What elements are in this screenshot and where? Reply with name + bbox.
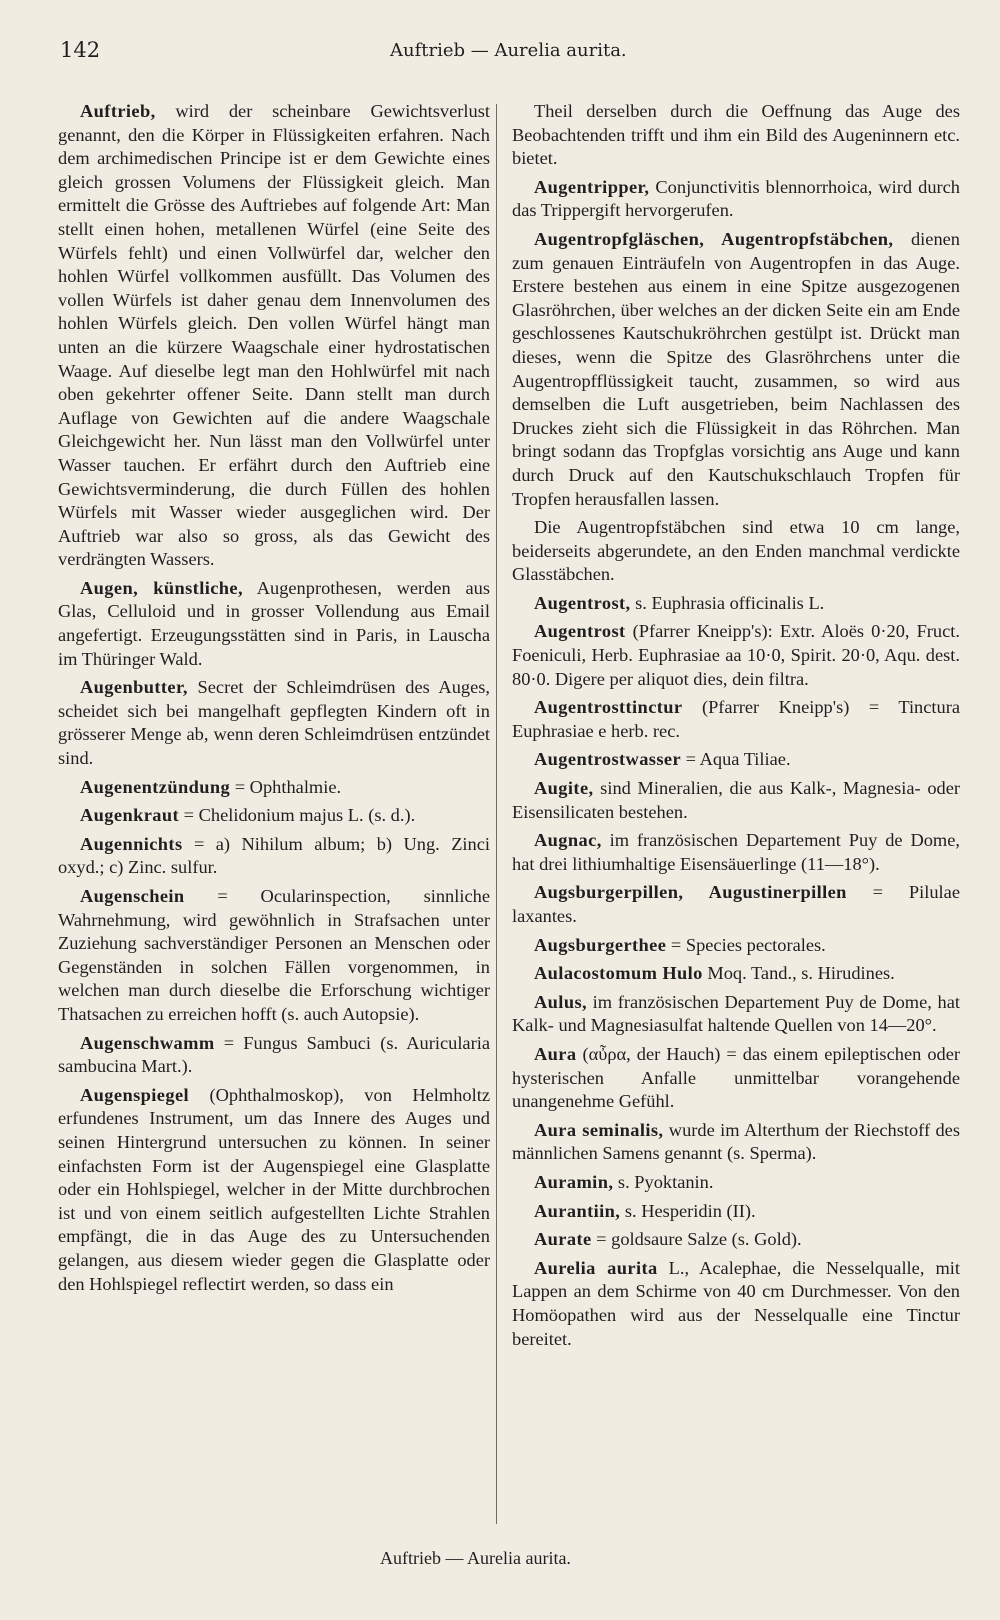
entry-text: L., Acalephae, die Nesselqualle, mit Lappen an dem Schirme von 40 cm Durchmesser. Von den Homöopathen wird aus der Nesselqualle eine Tinctur bereitet. bbox=[512, 1257, 960, 1349]
entry-headword: Aurelia aurita bbox=[534, 1257, 658, 1278]
entry-headword: Augenkraut bbox=[80, 805, 180, 826]
entry-text: = Fungus Sambuci (s. Auricularia sambucina Mart.). bbox=[58, 1032, 490, 1077]
left-column bbox=[58, 100, 490, 1530]
entry-headword: Augentrost bbox=[534, 621, 626, 642]
entry-headword: Aulacostomum Hulo bbox=[534, 963, 703, 984]
dictionary-entry bbox=[512, 748, 960, 772]
dictionary-entry bbox=[512, 777, 960, 824]
entry-headword: Augenspiegel bbox=[80, 1084, 190, 1105]
dictionary-entry bbox=[512, 516, 960, 587]
entry-text: (αὖρα, der Hauch) = das einem epileptischen oder hysterischen Anfalle unmittelbar vorangehende unangenehme Gefühl. bbox=[512, 1043, 960, 1112]
dictionary-entry bbox=[512, 1257, 960, 1351]
dictionary-entry bbox=[512, 1171, 960, 1195]
right-column bbox=[512, 100, 960, 1530]
entry-headword: Aurate bbox=[534, 1229, 592, 1250]
entry-text: = Pilulae laxantes. bbox=[512, 882, 960, 926]
entry-text: wurde im Alterthum der Riechstoff des männlichen Samens genannt (s. Sperma). bbox=[512, 1119, 960, 1164]
dictionary-entry bbox=[512, 176, 960, 223]
entry-headword: Augentropfgläschen, Augentropfstäbchen, bbox=[534, 228, 894, 249]
entry-text: (Ophthalmoskop), von Helmholtz erfundenes Instrument, um das Innere des Auges und seinen Hintergrund untersuchen zu können. In seiner einfachsten Form ist der Augenspiegel eine Glasplatte oder ein Hohlspiegel, welcher in der Mitte durchbrochen ist und von einem seitlich aufgestellten Lichte Strahlen empfängt, die in das Auge des zu Untersuchenden gelangen, aus diesem wieder gegen die Glasplatte oder den Hohlspiegel reflectirt werden, so dass ein bbox=[58, 1084, 490, 1294]
running-foot: Auftrieb — Aurelia aurita. bbox=[380, 1548, 571, 1568]
running-head: Auftrieb — Aurelia aurita. bbox=[390, 40, 627, 61]
entry-headword: Aurantiin, bbox=[534, 1200, 621, 1221]
dictionary-entry bbox=[512, 1043, 960, 1114]
entry-text: s. Pyoktanin. bbox=[613, 1171, 714, 1192]
entry-text: s. Euphrasia officinalis L. bbox=[630, 592, 825, 613]
entry-text: im französischen Departement Puy de Dome, hat Kalk- und Magnesiasulfat haltende Quellen von 14—20°. bbox=[512, 991, 960, 1036]
entry-headword: Augennichts bbox=[80, 833, 183, 854]
entry-text: (Pfarrer Kneipp's): Extr. Aloës 0·20, Fruct. Foeniculi, Herb. Euphrasiae aa 10·0, Spirit. 20·0, Aqu. dest. 80·0. Digere per aliquot dies, dein filtra. bbox=[512, 621, 960, 689]
entry-headword: Augnac, bbox=[534, 830, 602, 851]
entry-headword: Augentrostwasser bbox=[534, 749, 682, 770]
entry-text: Secret der Schleimdrüsen des Auges, scheidet sich bei mangelhaft gepflegten Kindern oft in grösserer Menge ab, wenn deren Schleimdrüsen entzündet sind. bbox=[58, 677, 490, 769]
entry-headword: Augsburgerthee bbox=[534, 934, 667, 955]
dictionary-entry bbox=[512, 228, 960, 511]
dictionary-entry bbox=[58, 804, 490, 828]
entry-text: sind Mineralien, die aus Kalk-, Magnesia- oder Eisensilicaten bestehen. bbox=[512, 778, 960, 822]
entry-text: = a) Nihilum album; b) Ung. Zinci oxyd.; c) Zinc. sulfur. bbox=[58, 833, 490, 878]
entry-headword: Augenschein bbox=[80, 886, 185, 906]
entry-text: = Chelidonium majus L. (s. d.). bbox=[179, 805, 416, 826]
entry-headword: Augenbutter, bbox=[80, 677, 188, 698]
column-divider bbox=[496, 104, 497, 1524]
dictionary-entry bbox=[512, 962, 960, 986]
entry-headword: Augenentzündung bbox=[80, 776, 231, 797]
dictionary-entry bbox=[58, 577, 490, 671]
entry-text: dienen zum genauen Einträufeln von Augentropfen in das Auge. Erstere bestehen aus einem in eine Spitze ausgezogenen Glasröhrchen, über welches an der dicken Seite ein am Ende geschlossenes Kautschukröhrchen gestülpt ist. Drückt man dieses, wenn die Spitze des Glasröhrchens unter die Augentropfflüssigkeit taucht, zusammen, so wird aus demselben die Luft ausgetrieben, beim Nachlassen des Druckes zieht sich die Flüssigkeit in das Röhrchen. Man bringt sodann das Tropfglas vorsichtig ans Auge und kann durch Druck auf den Kautschukschlauch Tropfen für Tropfen herausfallen lassen. bbox=[512, 228, 960, 509]
entry-text: Die Augentropfstäbchen sind etwa 10 cm lange, beiderseits abgerundete, an den Enden manchmal verdickte Glasstäbchen. bbox=[512, 517, 960, 585]
entry-headword: Auftrieb, bbox=[80, 101, 156, 121]
dictionary-entry bbox=[512, 620, 960, 691]
entry-headword: Aura seminalis, bbox=[534, 1119, 664, 1140]
entry-text: = Aqua Tiliae. bbox=[681, 749, 791, 770]
entry-headword: Auramin, bbox=[534, 1171, 614, 1192]
dictionary-entry bbox=[512, 991, 960, 1038]
dictionary-entry bbox=[512, 1200, 960, 1224]
page-number: 142 bbox=[60, 38, 101, 62]
entry-text: = goldsaure Salze (s. Gold). bbox=[591, 1229, 802, 1250]
dictionary-entry bbox=[58, 100, 490, 572]
dictionary-entry bbox=[58, 676, 490, 770]
entry-text: = Ocularinspection, sinnliche Wahrnehmung, wird gewöhnlich in Strafsachen unter Zuziehung sachverständiger Personen an Menschen oder Gegenständen in solchen Fällen vorgenommen, in welchen man durch dieselbe die Erforschung wichtiger Thatsachen zu erreichen hofft (s. auch Autopsie). bbox=[58, 886, 490, 1024]
entry-text: Moq. Tand., s. Hirudines. bbox=[702, 963, 895, 984]
dictionary-entry bbox=[58, 833, 490, 880]
dictionary-entry bbox=[58, 1032, 490, 1079]
dictionary-entry bbox=[512, 1228, 960, 1252]
entry-text: = Ophthalmie. bbox=[230, 776, 342, 797]
dictionary-entry bbox=[512, 934, 960, 958]
entry-headword: Aulus, bbox=[534, 991, 588, 1012]
entry-headword: Augentripper, bbox=[534, 176, 650, 197]
entry-text: = Species pectorales. bbox=[666, 934, 826, 955]
entry-headword: Augenschwamm bbox=[80, 1032, 215, 1053]
dictionary-entry bbox=[512, 829, 960, 876]
entry-headword: Augentrosttinctur bbox=[534, 697, 683, 718]
dictionary-entry bbox=[58, 1084, 490, 1296]
entry-headword: Augsburgerpillen, Augustinerpillen bbox=[534, 882, 847, 903]
entry-headword: Augen, künstliche, bbox=[80, 577, 243, 598]
entry-text: s. Hesperidin (II). bbox=[620, 1200, 756, 1221]
entry-text: im französischen Departement Puy de Dome, hat drei lithiumhaltige Eisensäuerlinge (11—18°). bbox=[512, 830, 960, 874]
entry-headword: Aura bbox=[534, 1043, 577, 1064]
entry-headword: Augentrost, bbox=[534, 592, 631, 613]
entry-headword: Augite, bbox=[534, 778, 594, 799]
dictionary-entry bbox=[58, 885, 490, 1027]
dictionary-entry bbox=[58, 776, 490, 800]
entry-text: wird der scheinbare Gewichtsverlust genannt, den die Körper in Flüssigkeiten erfahren. Nach dem archimedischen Principe ist er dem Gewichte eines gleich grossen Volumens der Flüssigkeit gleich. Man ermittelt die Grösse des Auftriebes auf folgende Art: Man stellt einen hohen, metallenen Würfel (eine Seite des Würfels fehlt) und einen Vollwürfel dar, welcher den hohlen Würfel vollkommen ausfüllt. Das Volumen des vollen Würfels ist daher genau dem Innenvolumen des hohlen Würfels gleich. Den vollen Würfel hängt man unten an die kürzere Waagschale einer hydrostatischen Waage. Auf dieselbe legt man den Hohlwürfel mit nach oben gekehrter offener Seite. Dann stellt man durch Auflage von Gewichten auf die andere Waagschale Gleichgewicht her. Nun lässt man den Vollwürfel unter Wasser tauchen. Er erfährt durch den Auftrieb eine Gewichtsverminderung, die durch Füllen des hohlen Würfels mit Wasser wieder ausgeglichen wird. Der Auftrieb war also so gross, als das Gewicht des verdrängten Wassers. bbox=[58, 101, 490, 570]
dictionary-entry bbox=[512, 1119, 960, 1166]
dictionary-entry bbox=[512, 592, 960, 616]
entry-text: Theil derselben durch die Oeffnung das Auge des Beobachtenden trifft und ihm ein Bild des Augeninnern etc. bietet. bbox=[512, 101, 960, 169]
page-header bbox=[60, 38, 940, 78]
entry-text: (Pfarrer Kneipp's) = Tinctura Euphrasiae e herb. rec. bbox=[512, 697, 960, 741]
entry-text: Conjunctivitis blennorrhoica, wird durch das Trippergift hervorgerufen. bbox=[512, 176, 960, 221]
entry-text: Augenprothesen, werden aus Glas, Celluloid und in grosser Vollendung aus Email angefertigt. Erzeugungsstätten sind in Paris, in Lauscha im Thüringer Wald. bbox=[58, 577, 490, 669]
dictionary-entry bbox=[512, 696, 960, 743]
dictionary-entry bbox=[512, 100, 960, 171]
dictionary-entry bbox=[512, 881, 960, 928]
